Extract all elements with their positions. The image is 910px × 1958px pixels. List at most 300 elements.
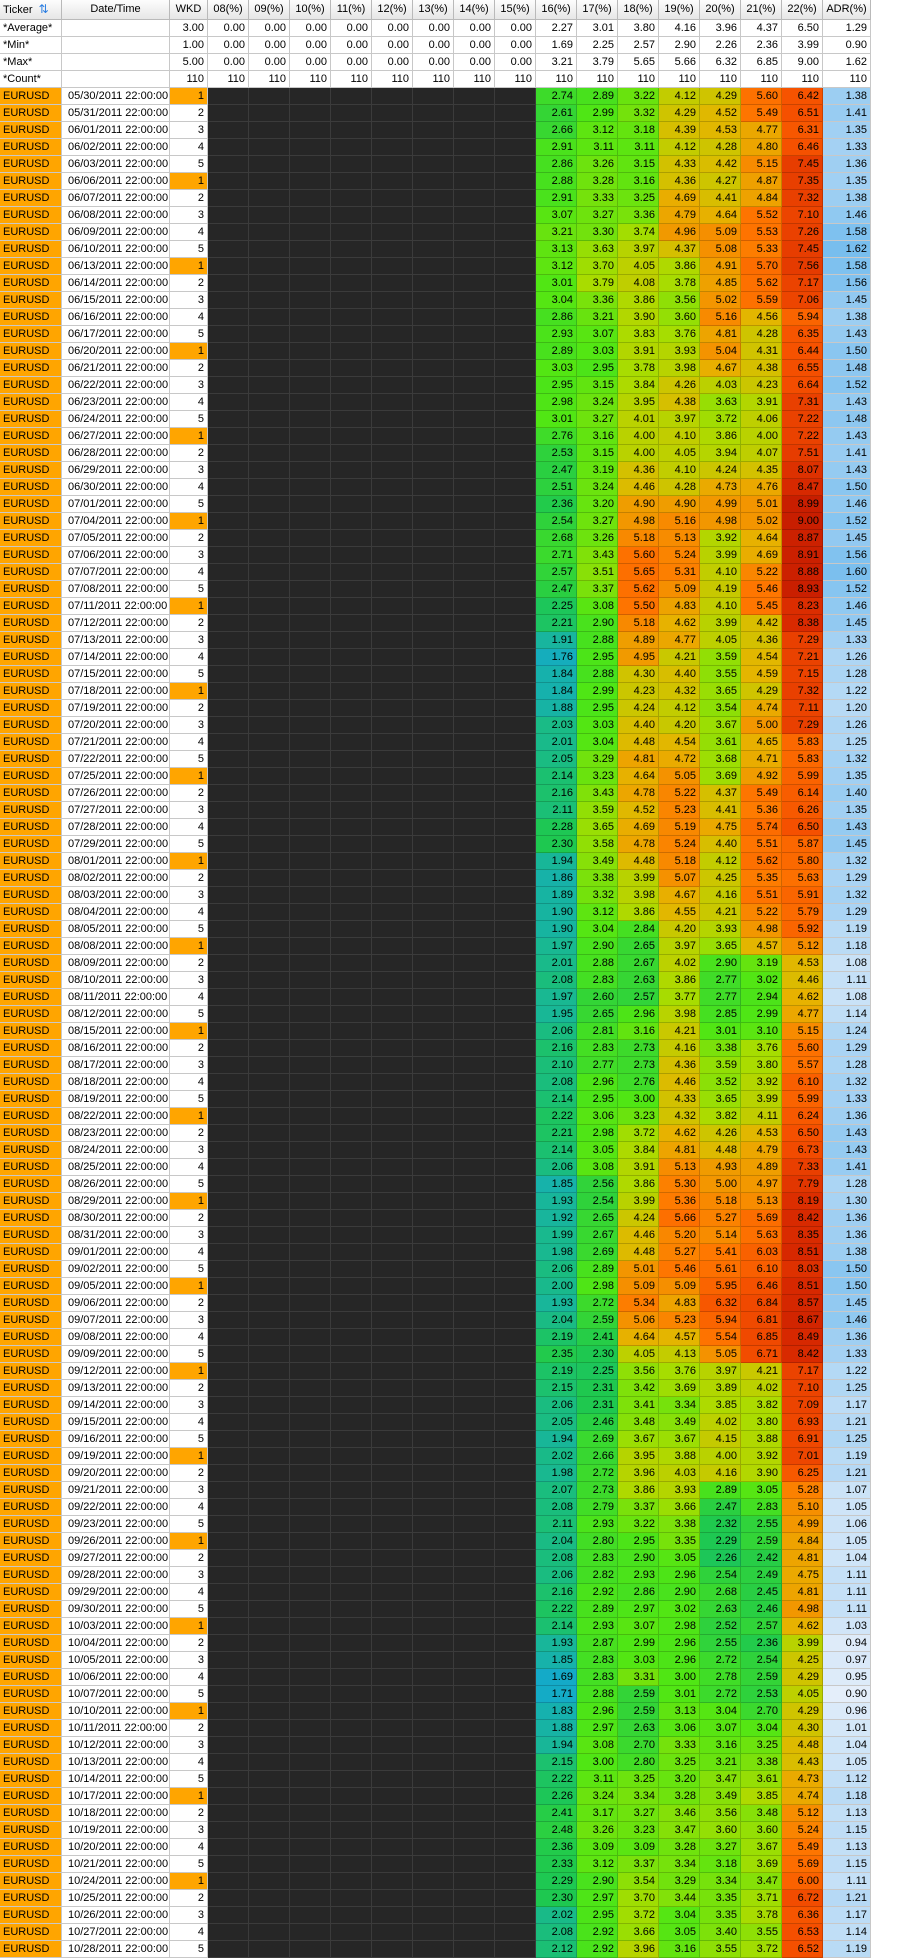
- percent-cell[interactable]: 5.28: [782, 1482, 823, 1499]
- table-row[interactable]: [0, 1074, 910, 1091]
- table-row[interactable]: [0, 445, 910, 462]
- weekday-cell[interactable]: 1: [170, 1023, 208, 1040]
- percent-cell[interactable]: 4.98: [618, 513, 659, 530]
- percent-cell[interactable]: 3.99: [741, 1091, 782, 1108]
- percent-cell[interactable]: 3.24: [577, 1788, 618, 1805]
- weekday-cell[interactable]: 2: [170, 275, 208, 292]
- percent-cell[interactable]: 4.10: [700, 598, 741, 615]
- adr-cell[interactable]: 1.20: [823, 700, 871, 717]
- percent-cell[interactable]: 5.69: [782, 1856, 823, 1873]
- percent-cell[interactable]: 2.04: [536, 1533, 577, 1550]
- table-row[interactable]: [0, 632, 910, 649]
- table-row[interactable]: [0, 1091, 910, 1108]
- percent-cell[interactable]: 6.73: [782, 1142, 823, 1159]
- percent-cell[interactable]: 4.25: [700, 870, 741, 887]
- table-row[interactable]: [0, 1856, 910, 1873]
- percent-cell[interactable]: 3.65: [700, 683, 741, 700]
- table-row[interactable]: [0, 1941, 910, 1958]
- table-row[interactable]: [0, 1567, 910, 1584]
- percent-cell[interactable]: 2.11: [536, 1516, 577, 1533]
- percent-cell[interactable]: 5.80: [782, 853, 823, 870]
- ticker-cell[interactable]: EURUSD: [0, 445, 62, 462]
- percent-cell[interactable]: 2.98: [536, 394, 577, 411]
- percent-cell[interactable]: 4.84: [741, 190, 782, 207]
- weekday-cell[interactable]: 3: [170, 1567, 208, 1584]
- percent-cell[interactable]: 6.36: [782, 1907, 823, 1924]
- ticker-cell[interactable]: EURUSD: [0, 1856, 62, 1873]
- percent-cell[interactable]: 3.78: [618, 360, 659, 377]
- weekday-cell[interactable]: 3: [170, 1737, 208, 1754]
- percent-cell[interactable]: 5.18: [618, 615, 659, 632]
- percent-cell[interactable]: 4.64: [741, 530, 782, 547]
- percent-cell[interactable]: 3.41: [618, 1397, 659, 1414]
- percent-cell[interactable]: 4.64: [618, 1329, 659, 1346]
- ticker-cell[interactable]: EURUSD: [0, 1839, 62, 1856]
- weekday-cell[interactable]: 1: [170, 1448, 208, 1465]
- percent-cell[interactable]: 2.93: [577, 1516, 618, 1533]
- percent-cell[interactable]: 3.18: [700, 1856, 741, 1873]
- percent-cell[interactable]: 4.21: [659, 1023, 700, 1040]
- percent-cell[interactable]: 6.81: [741, 1312, 782, 1329]
- percent-cell[interactable]: 4.69: [618, 819, 659, 836]
- percent-cell[interactable]: 3.25: [741, 1737, 782, 1754]
- percent-cell[interactable]: 2.29: [700, 1533, 741, 1550]
- percent-cell[interactable]: 4.46: [618, 1227, 659, 1244]
- percent-cell[interactable]: 3.29: [577, 751, 618, 768]
- weekday-cell[interactable]: 3: [170, 292, 208, 309]
- percent-cell[interactable]: 4.95: [618, 649, 659, 666]
- table-row[interactable]: [0, 802, 910, 819]
- percent-cell[interactable]: 4.06: [741, 411, 782, 428]
- percent-cell[interactable]: 3.38: [659, 1516, 700, 1533]
- percent-cell[interactable]: 8.51: [782, 1244, 823, 1261]
- percent-cell[interactable]: 2.57: [536, 564, 577, 581]
- percent-cell[interactable]: 3.07: [577, 326, 618, 343]
- percent-cell[interactable]: 3.99: [700, 547, 741, 564]
- percent-cell[interactable]: 3.15: [618, 156, 659, 173]
- percent-cell[interactable]: 2.96: [659, 1652, 700, 1669]
- datetime-cell[interactable]: 06/23/2011 22:00:00: [62, 394, 170, 411]
- percent-cell[interactable]: 7.56: [782, 258, 823, 275]
- adr-cell[interactable]: 1.29: [823, 870, 871, 887]
- percent-cell[interactable]: 3.43: [577, 547, 618, 564]
- percent-cell[interactable]: 3.54: [618, 1873, 659, 1890]
- percent-cell[interactable]: 5.51: [741, 887, 782, 904]
- datetime-cell[interactable]: 10/24/2011 22:00:00: [62, 1873, 170, 1890]
- percent-cell[interactable]: 3.26: [577, 1822, 618, 1839]
- percent-cell[interactable]: 5.66: [659, 1210, 700, 1227]
- percent-cell[interactable]: 4.28: [659, 479, 700, 496]
- table-row[interactable]: [0, 1618, 910, 1635]
- adr-cell[interactable]: 1.40: [823, 785, 871, 802]
- percent-cell[interactable]: 2.53: [741, 1686, 782, 1703]
- table-row[interactable]: [0, 1431, 910, 1448]
- datetime-cell[interactable]: 06/10/2011 22:00:00: [62, 241, 170, 258]
- percent-cell[interactable]: 2.96: [618, 1006, 659, 1023]
- ticker-cell[interactable]: EURUSD: [0, 1329, 62, 1346]
- datetime-cell[interactable]: 05/30/2011 22:00:00: [62, 88, 170, 105]
- percent-cell[interactable]: 5.49: [741, 785, 782, 802]
- table-row[interactable]: [0, 1312, 910, 1329]
- weekday-cell[interactable]: 4: [170, 1414, 208, 1431]
- weekday-cell[interactable]: 4: [170, 1754, 208, 1771]
- percent-cell[interactable]: 6.10: [741, 1261, 782, 1278]
- percent-cell[interactable]: 2.76: [618, 1074, 659, 1091]
- percent-cell[interactable]: 5.01: [618, 1261, 659, 1278]
- percent-cell[interactable]: 7.22: [782, 411, 823, 428]
- percent-cell[interactable]: 5.92: [782, 921, 823, 938]
- percent-cell[interactable]: 3.20: [577, 496, 618, 513]
- percent-cell[interactable]: 3.71: [741, 1890, 782, 1907]
- percent-cell[interactable]: 2.85: [700, 1006, 741, 1023]
- percent-cell[interactable]: 7.33: [782, 1159, 823, 1176]
- percent-cell[interactable]: 2.52: [700, 1618, 741, 1635]
- percent-cell[interactable]: 2.15: [536, 1380, 577, 1397]
- percent-cell[interactable]: 5.01: [741, 496, 782, 513]
- adr-cell[interactable]: 0.95: [823, 1669, 871, 1686]
- percent-cell[interactable]: 4.00: [618, 445, 659, 462]
- datetime-cell[interactable]: 07/06/2011 22:00:00: [62, 547, 170, 564]
- percent-cell[interactable]: 4.05: [700, 632, 741, 649]
- table-row[interactable]: [0, 1924, 910, 1941]
- percent-cell[interactable]: 3.03: [577, 717, 618, 734]
- percent-cell[interactable]: 5.06: [618, 1312, 659, 1329]
- datetime-cell[interactable]: 06/20/2011 22:00:00: [62, 343, 170, 360]
- weekday-cell[interactable]: 1: [170, 1873, 208, 1890]
- datetime-cell[interactable]: 08/17/2011 22:00:00: [62, 1057, 170, 1074]
- percent-cell[interactable]: 1.94: [536, 1431, 577, 1448]
- percent-cell[interactable]: 2.06: [536, 1023, 577, 1040]
- adr-cell[interactable]: 1.45: [823, 292, 871, 309]
- column-header[interactable]: [208, 0, 249, 20]
- ticker-cell[interactable]: EURUSD: [0, 683, 62, 700]
- percent-cell[interactable]: 4.76: [741, 479, 782, 496]
- percent-cell[interactable]: 5.05: [659, 768, 700, 785]
- percent-cell[interactable]: 3.12: [577, 904, 618, 921]
- datetime-cell[interactable]: 10/14/2011 22:00:00: [62, 1771, 170, 1788]
- percent-cell[interactable]: 2.95: [618, 1533, 659, 1550]
- percent-cell[interactable]: 3.99: [618, 870, 659, 887]
- ticker-cell[interactable]: EURUSD: [0, 1618, 62, 1635]
- percent-cell[interactable]: 2.14: [536, 1091, 577, 1108]
- adr-cell[interactable]: 1.08: [823, 955, 871, 972]
- column-header[interactable]: [331, 0, 372, 20]
- percent-cell[interactable]: 3.35: [700, 1890, 741, 1907]
- datetime-cell[interactable]: 06/27/2011 22:00:00: [62, 428, 170, 445]
- adr-cell[interactable]: 1.18: [823, 938, 871, 955]
- percent-cell[interactable]: 3.26: [577, 156, 618, 173]
- adr-cell[interactable]: 1.46: [823, 496, 871, 513]
- ticker-cell[interactable]: EURUSD: [0, 1771, 62, 1788]
- percent-cell[interactable]: 4.89: [741, 1159, 782, 1176]
- ticker-cell[interactable]: EURUSD: [0, 1414, 62, 1431]
- weekday-cell[interactable]: 4: [170, 904, 208, 921]
- percent-cell[interactable]: 3.67: [700, 717, 741, 734]
- percent-cell[interactable]: 3.15: [577, 377, 618, 394]
- weekday-cell[interactable]: 1: [170, 1788, 208, 1805]
- percent-cell[interactable]: 5.23: [659, 1312, 700, 1329]
- percent-cell[interactable]: 4.29: [741, 683, 782, 700]
- percent-cell[interactable]: 4.02: [741, 1380, 782, 1397]
- weekday-cell[interactable]: 3: [170, 1227, 208, 1244]
- percent-cell[interactable]: 1.90: [536, 904, 577, 921]
- percent-cell[interactable]: 8.99: [782, 496, 823, 513]
- percent-cell[interactable]: 6.93: [782, 1414, 823, 1431]
- ticker-cell[interactable]: EURUSD: [0, 1261, 62, 1278]
- percent-cell[interactable]: 2.08: [536, 1074, 577, 1091]
- percent-cell[interactable]: 3.79: [577, 275, 618, 292]
- percent-cell[interactable]: 2.70: [741, 1703, 782, 1720]
- percent-cell[interactable]: 3.78: [741, 1907, 782, 1924]
- table-row[interactable]: [0, 751, 910, 768]
- adr-cell[interactable]: 1.19: [823, 1448, 871, 1465]
- column-header[interactable]: [659, 0, 700, 20]
- datetime-cell[interactable]: 07/19/2011 22:00:00: [62, 700, 170, 717]
- percent-cell[interactable]: 2.88: [577, 1686, 618, 1703]
- percent-cell[interactable]: 3.60: [659, 309, 700, 326]
- datetime-cell[interactable]: 08/25/2011 22:00:00: [62, 1159, 170, 1176]
- percent-cell[interactable]: 4.15: [700, 1431, 741, 1448]
- percent-cell[interactable]: 4.77: [659, 632, 700, 649]
- percent-cell[interactable]: 2.60: [577, 989, 618, 1006]
- table-row[interactable]: [0, 938, 910, 955]
- ticker-cell[interactable]: EURUSD: [0, 1584, 62, 1601]
- percent-cell[interactable]: 4.74: [741, 700, 782, 717]
- table-row[interactable]: [0, 224, 910, 241]
- adr-cell[interactable]: 1.45: [823, 615, 871, 632]
- percent-cell[interactable]: 5.13: [659, 530, 700, 547]
- adr-cell[interactable]: 1.33: [823, 1091, 871, 1108]
- percent-cell[interactable]: 5.07: [659, 870, 700, 887]
- percent-cell[interactable]: 4.98: [700, 513, 741, 530]
- percent-cell[interactable]: 3.11: [618, 139, 659, 156]
- percent-cell[interactable]: 3.16: [577, 428, 618, 445]
- adr-cell[interactable]: 1.43: [823, 394, 871, 411]
- table-row[interactable]: [0, 479, 910, 496]
- percent-cell[interactable]: 5.65: [618, 564, 659, 581]
- datetime-cell[interactable]: 10/20/2011 22:00:00: [62, 1839, 170, 1856]
- percent-cell[interactable]: 4.98: [782, 1601, 823, 1618]
- weekday-cell[interactable]: 2: [170, 190, 208, 207]
- percent-cell[interactable]: 2.89: [700, 1482, 741, 1499]
- percent-cell[interactable]: 3.05: [659, 1550, 700, 1567]
- percent-cell[interactable]: 2.56: [577, 1176, 618, 1193]
- datetime-cell[interactable]: 07/11/2011 22:00:00: [62, 598, 170, 615]
- percent-cell[interactable]: 2.97: [618, 1601, 659, 1618]
- percent-cell[interactable]: 3.83: [618, 326, 659, 343]
- adr-cell[interactable]: 1.11: [823, 1601, 871, 1618]
- percent-cell[interactable]: 3.99: [618, 1193, 659, 1210]
- weekday-cell[interactable]: 3: [170, 1822, 208, 1839]
- percent-cell[interactable]: 3.00: [577, 1754, 618, 1771]
- percent-cell[interactable]: 6.44: [782, 343, 823, 360]
- percent-cell[interactable]: 3.24: [577, 394, 618, 411]
- percent-cell[interactable]: 3.24: [577, 479, 618, 496]
- percent-cell[interactable]: 2.96: [577, 1703, 618, 1720]
- table-row[interactable]: [0, 1550, 910, 1567]
- table-row[interactable]: [0, 1720, 910, 1737]
- percent-cell[interactable]: 2.96: [659, 1567, 700, 1584]
- adr-cell[interactable]: 1.14: [823, 1924, 871, 1941]
- percent-cell[interactable]: 2.94: [741, 989, 782, 1006]
- weekday-cell[interactable]: 1: [170, 1193, 208, 1210]
- percent-cell[interactable]: 2.05: [536, 1414, 577, 1431]
- percent-cell[interactable]: 2.93: [536, 326, 577, 343]
- ticker-cell[interactable]: EURUSD: [0, 1924, 62, 1941]
- percent-cell[interactable]: 4.36: [741, 632, 782, 649]
- percent-cell[interactable]: 3.00: [618, 1091, 659, 1108]
- percent-cell[interactable]: 3.70: [618, 1890, 659, 1907]
- percent-cell[interactable]: 2.69: [577, 1244, 618, 1261]
- datetime-cell[interactable]: 08/02/2011 22:00:00: [62, 870, 170, 887]
- ticker-cell[interactable]: EURUSD: [0, 751, 62, 768]
- percent-cell[interactable]: 3.65: [577, 819, 618, 836]
- percent-cell[interactable]: 2.14: [536, 1618, 577, 1635]
- percent-cell[interactable]: 4.19: [700, 581, 741, 598]
- datetime-cell[interactable]: 09/09/2011 22:00:00: [62, 1346, 170, 1363]
- percent-cell[interactable]: 4.52: [700, 105, 741, 122]
- percent-cell[interactable]: 5.16: [659, 513, 700, 530]
- datetime-cell[interactable]: 06/22/2011 22:00:00: [62, 377, 170, 394]
- percent-cell[interactable]: 4.97: [741, 1176, 782, 1193]
- percent-cell[interactable]: 3.72: [618, 1907, 659, 1924]
- adr-cell[interactable]: 1.17: [823, 1397, 871, 1414]
- percent-cell[interactable]: 2.21: [536, 1125, 577, 1142]
- ticker-cell[interactable]: EURUSD: [0, 343, 62, 360]
- adr-cell[interactable]: 1.25: [823, 1380, 871, 1397]
- ticker-cell[interactable]: EURUSD: [0, 88, 62, 105]
- table-row[interactable]: [0, 411, 910, 428]
- table-row[interactable]: [0, 870, 910, 887]
- datetime-cell[interactable]: 09/21/2011 22:00:00: [62, 1482, 170, 1499]
- datetime-cell[interactable]: 06/29/2011 22:00:00: [62, 462, 170, 479]
- percent-cell[interactable]: 2.84: [618, 921, 659, 938]
- percent-cell[interactable]: 4.08: [618, 275, 659, 292]
- percent-cell[interactable]: 3.06: [577, 1108, 618, 1125]
- adr-cell[interactable]: 1.32: [823, 1074, 871, 1091]
- percent-cell[interactable]: 3.00: [659, 1669, 700, 1686]
- percent-cell[interactable]: 7.15: [782, 666, 823, 683]
- percent-cell[interactable]: 6.25: [782, 1465, 823, 1482]
- ticker-cell[interactable]: EURUSD: [0, 411, 62, 428]
- percent-cell[interactable]: 5.15: [741, 156, 782, 173]
- percent-cell[interactable]: 5.46: [659, 1261, 700, 1278]
- percent-cell[interactable]: 3.97: [659, 411, 700, 428]
- percent-cell[interactable]: 2.41: [577, 1329, 618, 1346]
- percent-cell[interactable]: 4.53: [782, 955, 823, 972]
- percent-cell[interactable]: 2.66: [536, 122, 577, 139]
- datetime-cell[interactable]: 09/26/2011 22:00:00: [62, 1533, 170, 1550]
- percent-cell[interactable]: 2.91: [536, 190, 577, 207]
- column-header[interactable]: [700, 0, 741, 20]
- percent-cell[interactable]: 4.62: [782, 989, 823, 1006]
- percent-cell[interactable]: 4.62: [782, 1618, 823, 1635]
- ticker-cell[interactable]: EURUSD: [0, 1176, 62, 1193]
- percent-cell[interactable]: 1.98: [536, 1244, 577, 1261]
- percent-cell[interactable]: 3.56: [659, 292, 700, 309]
- adr-cell[interactable]: 1.35: [823, 802, 871, 819]
- percent-cell[interactable]: 2.06: [536, 1159, 577, 1176]
- table-row[interactable]: [0, 1873, 910, 1890]
- percent-cell[interactable]: 8.51: [782, 1278, 823, 1295]
- percent-cell[interactable]: 3.63: [700, 394, 741, 411]
- percent-cell[interactable]: 4.16: [700, 887, 741, 904]
- percent-cell[interactable]: 2.41: [536, 1805, 577, 1822]
- percent-cell[interactable]: 3.04: [536, 292, 577, 309]
- weekday-cell[interactable]: 2: [170, 1125, 208, 1142]
- table-row[interactable]: [0, 649, 910, 666]
- percent-cell[interactable]: 7.22: [782, 428, 823, 445]
- percent-cell[interactable]: 7.45: [782, 156, 823, 173]
- percent-cell[interactable]: 3.36: [618, 207, 659, 224]
- ticker-cell[interactable]: EURUSD: [0, 292, 62, 309]
- table-row[interactable]: [0, 1516, 910, 1533]
- weekday-cell[interactable]: 1: [170, 1703, 208, 1720]
- datetime-cell[interactable]: 10/06/2011 22:00:00: [62, 1669, 170, 1686]
- column-header[interactable]: [0, 0, 62, 20]
- percent-cell[interactable]: 5.69: [741, 1210, 782, 1227]
- percent-cell[interactable]: 1.69: [536, 1669, 577, 1686]
- percent-cell[interactable]: 2.95: [577, 1907, 618, 1924]
- percent-cell[interactable]: 3.86: [659, 972, 700, 989]
- percent-cell[interactable]: 2.83: [577, 1550, 618, 1567]
- percent-cell[interactable]: 2.19: [536, 1363, 577, 1380]
- percent-cell[interactable]: 3.47: [659, 1822, 700, 1839]
- percent-cell[interactable]: 3.65: [700, 938, 741, 955]
- adr-cell[interactable]: 1.11: [823, 1567, 871, 1584]
- percent-cell[interactable]: 8.19: [782, 1193, 823, 1210]
- weekday-cell[interactable]: 4: [170, 1244, 208, 1261]
- adr-cell[interactable]: 1.26: [823, 649, 871, 666]
- percent-cell[interactable]: 5.52: [741, 207, 782, 224]
- adr-cell[interactable]: 1.25: [823, 1431, 871, 1448]
- ticker-cell[interactable]: EURUSD: [0, 479, 62, 496]
- percent-cell[interactable]: 2.36: [536, 1839, 577, 1856]
- datetime-cell[interactable]: 10/10/2011 22:00:00: [62, 1703, 170, 1720]
- weekday-cell[interactable]: 5: [170, 1941, 208, 1958]
- weekday-cell[interactable]: 3: [170, 1312, 208, 1329]
- percent-cell[interactable]: 4.99: [782, 1516, 823, 1533]
- weekday-cell[interactable]: 5: [170, 1686, 208, 1703]
- percent-cell[interactable]: 2.99: [577, 105, 618, 122]
- percent-cell[interactable]: 5.05: [700, 1346, 741, 1363]
- percent-cell[interactable]: 6.26: [782, 802, 823, 819]
- percent-cell[interactable]: 2.90: [577, 938, 618, 955]
- adr-cell[interactable]: 1.45: [823, 1295, 871, 1312]
- percent-cell[interactable]: 2.30: [577, 1346, 618, 1363]
- datetime-cell[interactable]: 06/08/2011 22:00:00: [62, 207, 170, 224]
- percent-cell[interactable]: 2.88: [577, 666, 618, 683]
- percent-cell[interactable]: 4.00: [618, 428, 659, 445]
- percent-cell[interactable]: 7.17: [782, 1363, 823, 1380]
- weekday-cell[interactable]: 2: [170, 1635, 208, 1652]
- percent-cell[interactable]: 2.93: [577, 1618, 618, 1635]
- datetime-cell[interactable]: 07/18/2011 22:00:00: [62, 683, 170, 700]
- adr-cell[interactable]: 1.33: [823, 1346, 871, 1363]
- percent-cell[interactable]: 2.59: [618, 1703, 659, 1720]
- datetime-cell[interactable]: 08/04/2011 22:00:00: [62, 904, 170, 921]
- percent-cell[interactable]: 4.48: [618, 853, 659, 870]
- percent-cell[interactable]: 2.96: [659, 1635, 700, 1652]
- table-row[interactable]: [0, 1584, 910, 1601]
- datetime-cell[interactable]: 06/28/2011 22:00:00: [62, 445, 170, 462]
- ticker-cell[interactable]: EURUSD: [0, 1754, 62, 1771]
- percent-cell[interactable]: 5.36: [659, 1193, 700, 1210]
- adr-cell[interactable]: 1.43: [823, 1142, 871, 1159]
- percent-cell[interactable]: 4.67: [700, 360, 741, 377]
- datetime-cell[interactable]: 06/15/2011 22:00:00: [62, 292, 170, 309]
- ticker-cell[interactable]: EURUSD: [0, 1244, 62, 1261]
